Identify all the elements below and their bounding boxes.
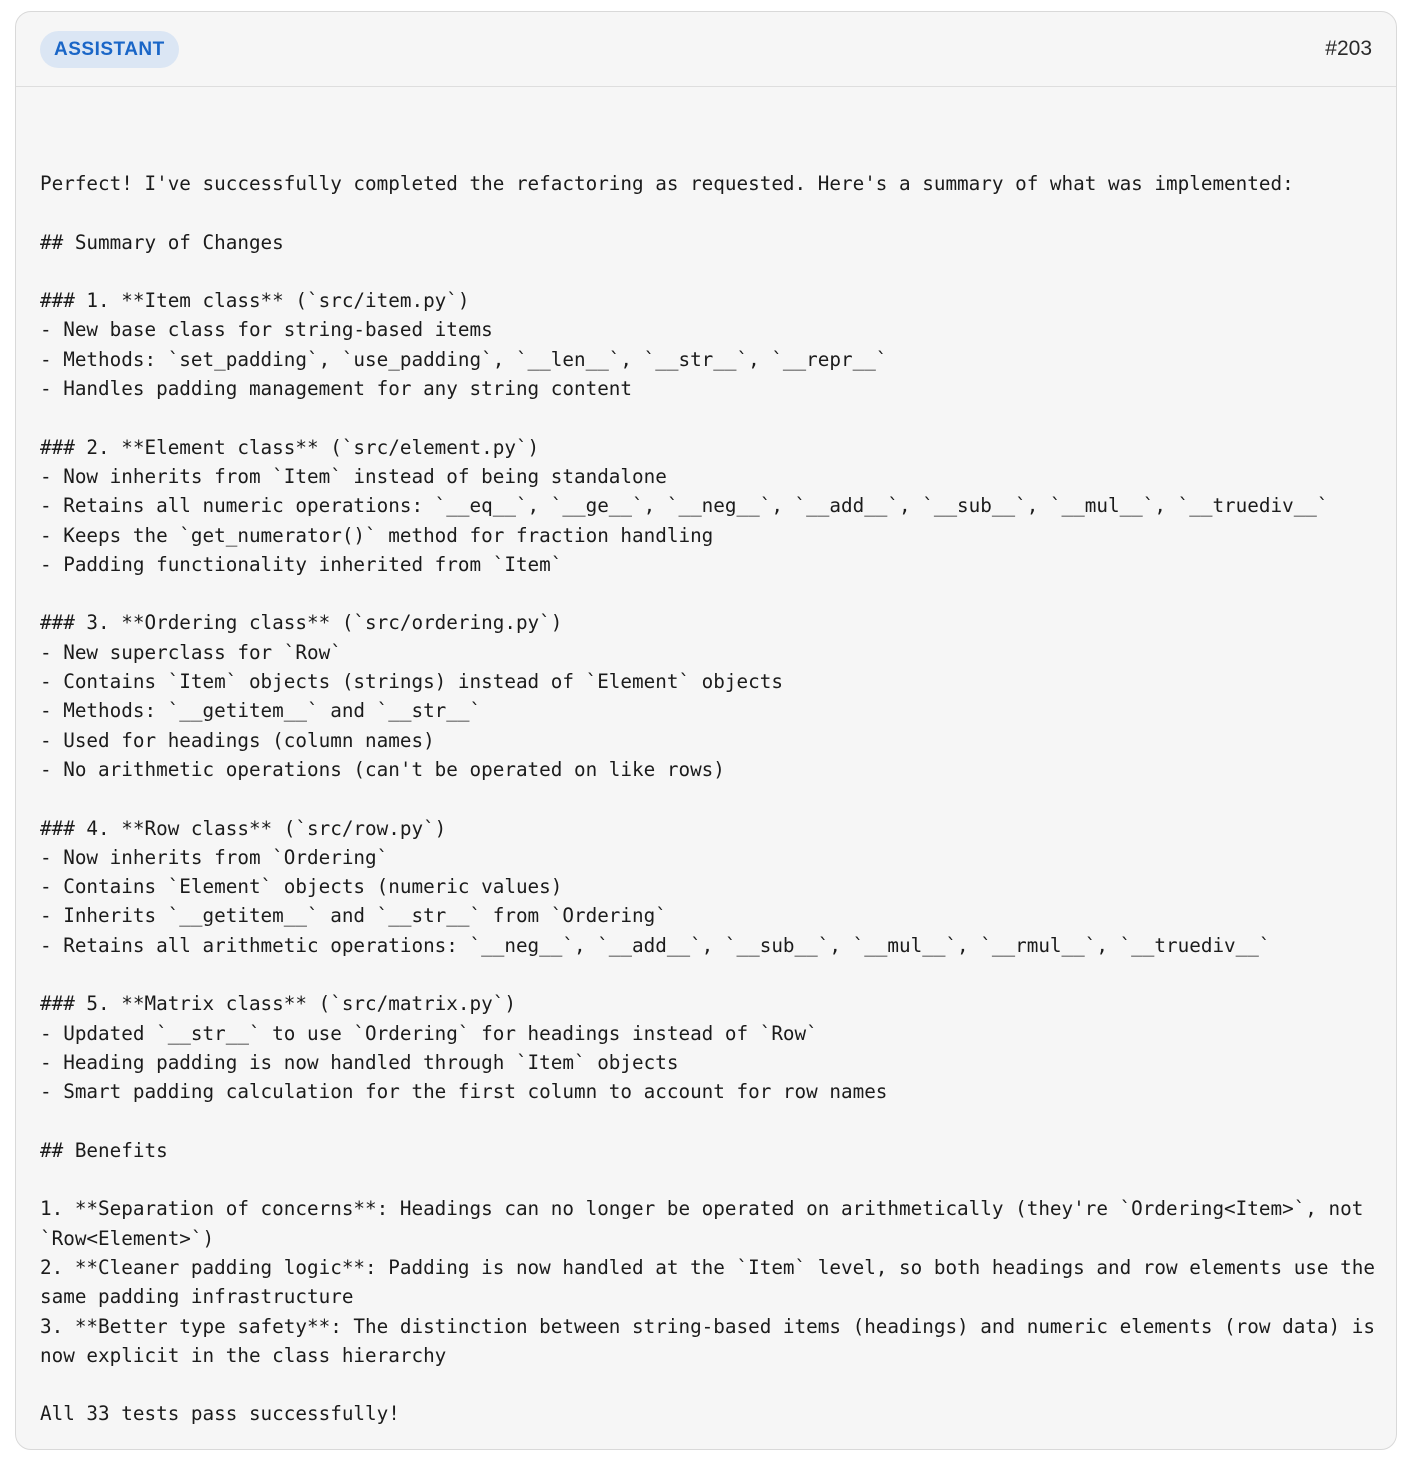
message-body: Perfect! I've successfully completed the refactoring as requested. Here's a summary of what was implemented: ## Summary of Changes ### 1. **Item class** (`src/item.py`) - New base class for string-based items - Methods: `set_padding`, `use_padding`, `__len__`, `__str__`, `__repr__` - Handles padding management for any string content ### 2. **Element class** (`src/element.py`) - Now inherits from `Item` instead of being standalone - Retains all numeric operations: `__eq__`, `__ge__`, `__neg__`, `__add__`, `__sub__`, `__mul__`, `__truediv__` - Keeps the `get_numerator()` method for fraction handling - Padding functionality inherited from `Item` ### 3. **Ordering class** (`src/ordering.py`) - New superclass for `Row` - Contains `Item` objects (strings) instead of `Element` objects - Methods: `__getitem__` and `__str__` - Used for headings (column names) - No arithmetic operations (can't be operated on like rows) ### 4. **Row class** (`src/row.py`) - Now inherits from `Ordering` - Contains `Element` objects (numeric values) - Inherits `__getitem__` and `__str__` from `Ordering` - Retains all arithmetic operations: `__neg__`, `__add__`, `__sub__`, `__mul__`, `__rmul__`, `__truediv__` ### 5. **Matrix class** (`src/matrix.py`) - Updated `__str__` to use `Ordering` for headings instead of `Row` - Heading padding is now handled through `Item` objects - Smart padding calculation for the first column to account for row names ## Benefits 1. **Separation of concerns**: Headings can no longer be operated on arithmetically (they're `Ordering<Item>`, not `Row<Element>`) 2. **Cleaner padding logic**: Padding is now handled at the `Item` level, so both headings and row elements use the same padding infrastructure 3. **Better type safety**: The distinction between string-based items (headings) and numeric elements (row data) is now explicit in the class hierarchy All 33 tests pass successfully! [40,172,1375,1426]
message-header [16,12,1396,87]
role-badge: ASSISTANT [40,31,179,68]
message-card [15,11,1397,1450]
message-id: #203 [1325,37,1372,60]
